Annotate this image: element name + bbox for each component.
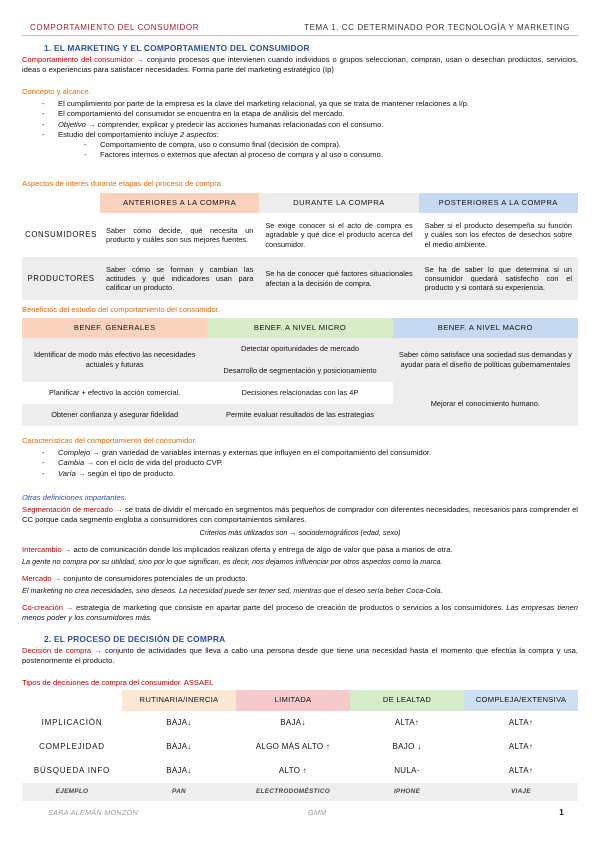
concepto-heading: Concepto y alcance. (22, 87, 91, 96)
table-cell: Desarrollo de segmentación y posicionamiento (223, 366, 377, 376)
column-header: COMPLEJA/EXTENSIVA (464, 690, 578, 711)
mercado-definition: Mercado → conjunto de consumidores potenciales de un producto. (22, 574, 248, 583)
table-row (22, 759, 578, 783)
aspectos-table (22, 193, 578, 300)
page-number: 1 (559, 808, 564, 817)
row-label: BÚSQUEDA INFO (33, 765, 111, 775)
column-header: DURANTE LA COMPRA (259, 193, 418, 213)
table-cell: Identificar de modo más efectivo las necesidades actuales y futuras (33, 350, 196, 369)
table-cell: Permite evaluar resultados de las estrategias (226, 410, 374, 420)
column-header: BENEF. GENERALES (22, 318, 207, 338)
beneficios-table-wrap (22, 318, 578, 426)
table-cell: ALTA↑ (508, 717, 534, 727)
table-cell: BAJA↓ (166, 741, 192, 751)
page-footer (48, 808, 564, 820)
caracteristicas-list (22, 448, 578, 479)
aspectos-heading: Aspectos de interés durante etapas del proceso de compra. (22, 179, 223, 188)
row-label: CONSUMIDORES (25, 230, 97, 240)
table-row (22, 735, 578, 759)
table-cell: Se exige conocer si el acto de compra es agradable y qué dice el producto acerca del consumidor. (265, 221, 413, 249)
list-item: - El comportamiento del consumidor se encuentra en la etapa de análisis del mercado. (22, 109, 578, 119)
intercambio-note: La gente no compra por su utilidad, sino por lo que significan, es decir, nos dejamos influenciar por otros aspectos como la marca. (22, 557, 443, 566)
list-item: - Estudio del comportamiento incluye 2 aspectos: (22, 130, 578, 140)
table-cell: VIAJE (464, 783, 578, 801)
table-cell: Detectar oportunidades de mercado (241, 344, 359, 354)
table-cell: Saber cómo se forman y cambian las actitudes y qué indicadores usan para calificar un producto. (106, 264, 254, 293)
row-label: EJEMPLO (22, 783, 122, 801)
table-cell: Planificar + efectivo la acción comercial. (49, 388, 181, 398)
table-cell: Obtener confianza y asegurar fidelidad (51, 410, 179, 420)
header-course-title: COMPORTAMIENTO DEL CONSUMIDOR (30, 23, 200, 33)
tipos-table (22, 690, 578, 801)
row-label: COMPLEJIDAD (39, 741, 105, 751)
row-label: PRODUCTORES (27, 273, 95, 283)
tipos-table-wrap (22, 690, 578, 801)
page-header (30, 20, 570, 34)
column-header: DE LEALTAD (350, 690, 464, 711)
table-cell: Mejorar el conocimiento humano. (393, 382, 578, 426)
otras-heading: Otras definiciones importantes. (22, 493, 127, 502)
column-header: LIMITADA (236, 690, 350, 711)
footer-author: SARA ALEMÁN MONZÓN (48, 808, 138, 817)
table-cell: Saber cómo decide, qué necesita un producto y cuáles son sus mejores fuentes. (106, 225, 254, 244)
header-topic-title: TEMA 1. CC DETERMINADO POR TECNOLOGÍA Y MARKETING (304, 23, 570, 33)
table-cell: BAJA↓ (166, 717, 192, 727)
table-cell: ALGO MÁS ALTO ↑ (255, 741, 331, 751)
table-cell: BAJA↓ (280, 717, 306, 727)
table-cell: Decisiones relacionadas con las 4P (241, 388, 359, 398)
table-cell: ALTO ↑ (278, 765, 308, 775)
definition-text: conjunto procesos que intervienen cuando individuos o grupos seleccionan, compran, usan o desechan productos, servicios, ideas o experiencias para satisfacer necesidades. Forma parte del marketing estratégico (Ip) (22, 55, 578, 75)
concepto-list (22, 99, 578, 161)
list-item: - Objetivo → comprender, explicar y predecir las acciones humanas relacionadas con el consumo. (22, 120, 578, 130)
table-cell: Se ha de saber lo que determina si un consumidor quedará satisfecho con el producto y si contará su experiencia. (424, 264, 572, 293)
list-item: - Complejo → gran variedad de variables internas y externas que influyen en el comportamiento del consumidor. (22, 448, 578, 458)
beneficios-table (22, 318, 578, 426)
list-subitem: - Comportamiento de compra, uso o consumo final (decisión de compra). (22, 140, 578, 150)
column-header: BENEF. A NIVEL MICRO (207, 318, 392, 338)
table-cell: ELECTRODOMÉSTICO (236, 783, 350, 801)
table-row (22, 213, 578, 257)
section-1-title: 1. EL MARKETING Y EL COMPORTAMIENTO DEL CONSUMIDOR (44, 43, 310, 53)
column-header: ANTERIORES A LA COMPRA (100, 193, 259, 213)
list-subitem: - Factores internos o externos que afectan al proceso de compra y al uso o consumo. (22, 150, 578, 160)
section-2-title: 2. EL PROCESO DE DECISIÓN DE COMPRA (44, 634, 226, 644)
cocreacion-definition: Co-creación → estrategia de marketing que consiste en apartar parte del proceso de creación de productos o servicios a los consumidores. Las empresas tienen menos poder y los consumidores más. (22, 603, 578, 623)
table-row (22, 382, 578, 404)
table-cell: BAJA↓ (166, 765, 192, 775)
table-row (22, 783, 578, 801)
table-cell: ALTA↑ (508, 741, 534, 751)
table-cell: BAJO ↓ (392, 741, 422, 751)
row-label: IMPLICACIÓN (41, 717, 103, 727)
tipos-heading: Tipos de decisiones de compra del consumidor. ASSAEL (22, 678, 214, 687)
intercambio-definition: Intercambio → acto de comunicación donde los implicados realizan oferta y entrega de algo de valor que pasa a manos de otra. (22, 545, 453, 554)
definition-term: Comportamiento del consumidor → (22, 55, 144, 64)
column-header: RUTINARIA/INERCIA (122, 690, 236, 711)
table-cell: ALTA↑ (508, 765, 534, 775)
table-cell: NULA- (394, 765, 420, 775)
table-row (22, 711, 578, 735)
column-header: BENEF. A NIVEL MACRO (393, 318, 578, 338)
segmentacion-definition: Segmentación de mercado → se trata de dividir el mercado en segmentos más pequeños de comprador con diferentes necesidades, necesarios para comprender el CC porque cada segmento engloba a consumidores con comportamientos similares. (22, 505, 578, 525)
mercado-note: El marketing no crea necesidades, sino deseos. La necesidad puede ser tener sed, mientras que el deseo sería beber Coca-Cola. (22, 586, 443, 595)
beneficios-heading: Beneficios del estudio del comportamiento del consumidor. (22, 305, 220, 314)
list-item: - Cambia → con el ciclo de vida del producto CVP. (22, 458, 578, 468)
table-cell: Se ha de conocer qué factores situacionales afectan a la decisión de compra. (265, 269, 413, 288)
column-header: POSTERIORES A LA COMPRA (419, 193, 578, 213)
aspectos-table-wrap (22, 193, 578, 300)
table-row (22, 257, 578, 300)
section-2-definition: Decisión de compra → conjunto de actividades que lleva a cabo una persona desde que tiene una necesidad hasta el momento que efectúa la compra y usa, posteriormente el producto. (22, 646, 578, 666)
table-cell: Saber cómo satisface una sociedad sus demandas y ayudar para el diseño de políticas gubernamentales (398, 350, 572, 369)
table-row (22, 338, 578, 360)
table-cell: IPHONE (350, 783, 464, 801)
list-item: - El cumplimiento por parte de la empresa es la clave del marketing relacional, ya que se trata de mantener relaciones a l/p. (22, 99, 578, 109)
table-cell: ALTA↑ (394, 717, 420, 727)
segmentacion-note: Criterios más utilizados son → sociodemográficos (edad, sexo) (199, 528, 401, 537)
table-cell: Saber si el producto desempeña su función y cuáles son los efectos de desechos sobre el medio ambiente. (424, 221, 572, 249)
section-1-definition (22, 55, 578, 76)
caracteristicas-heading: Características del comportamiento del consumidor. (22, 436, 197, 445)
footer-center: GMM (308, 808, 327, 817)
header-divider (22, 35, 578, 36)
list-item: - Varía → según el tipo de producto. (22, 469, 578, 479)
table-cell: PAN (122, 783, 236, 801)
